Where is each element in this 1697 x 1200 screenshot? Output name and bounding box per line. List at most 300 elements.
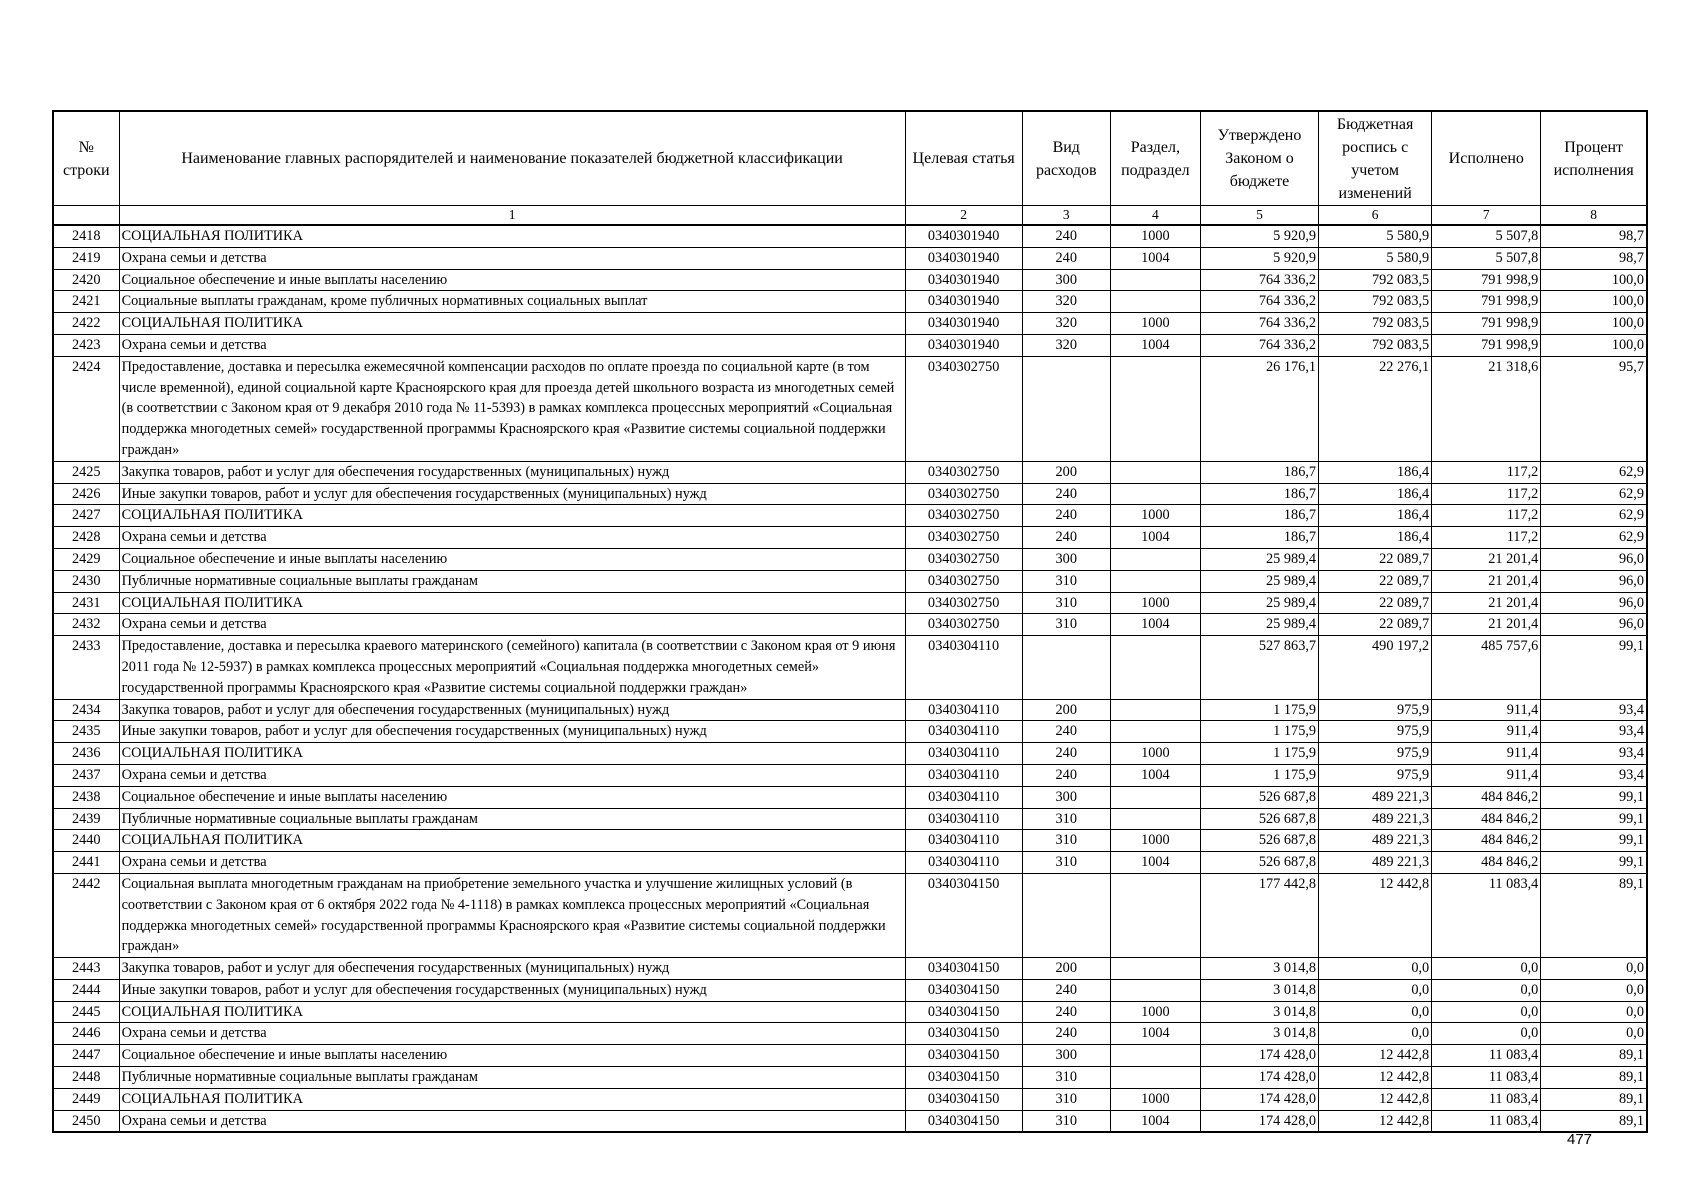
row-number: 2445 [53,1001,119,1023]
budget-amount: 12 442,8 [1319,1088,1432,1110]
approved-amount: 526 687,8 [1200,830,1318,852]
budget-amount: 186,4 [1319,505,1432,527]
table-row [53,461,1647,483]
target-article: 0340302750 [905,548,1022,570]
executed-amount: 11 083,4 [1432,1088,1541,1110]
row-name: Публичные нормативные социальные выплаты гражданам [119,808,905,830]
executed-amount: 484 846,2 [1432,852,1541,874]
expense-kind: 240 [1022,979,1110,1001]
table-row [53,873,1647,957]
section-code [1110,699,1200,721]
section-code: 1000 [1110,313,1200,335]
target-article: 0340301940 [905,334,1022,356]
section-code [1110,979,1200,1001]
approved-amount: 3 014,8 [1200,1001,1318,1023]
expense-kind [1022,636,1110,699]
execution-percent: 89,1 [1541,1110,1647,1132]
row-number: 2448 [53,1067,119,1089]
budget-amount: 792 083,5 [1319,269,1432,291]
approved-amount: 3 014,8 [1200,958,1318,980]
execution-percent: 100,0 [1541,269,1647,291]
expense-kind: 310 [1022,1067,1110,1089]
section-code [1110,269,1200,291]
expense-kind: 240 [1022,247,1110,269]
row-number: 2439 [53,808,119,830]
budget-amount: 0,0 [1319,1001,1432,1023]
target-article: 0340302750 [905,356,1022,461]
approved-amount: 764 336,2 [1200,334,1318,356]
table-row [53,721,1647,743]
budget-amount: 5 580,9 [1319,225,1432,247]
expense-kind: 300 [1022,269,1110,291]
execution-percent: 99,1 [1541,830,1647,852]
row-name: Охрана семьи и детства [119,852,905,874]
expense-kind: 200 [1022,958,1110,980]
budget-amount: 22 089,7 [1319,614,1432,636]
approved-amount: 25 989,4 [1200,614,1318,636]
row-number: 2430 [53,570,119,592]
row-name: СОЦИАЛЬНАЯ ПОЛИТИКА [119,830,905,852]
approved-amount: 186,7 [1200,483,1318,505]
table-row [53,852,1647,874]
row-number: 2434 [53,699,119,721]
row-number: 2421 [53,291,119,313]
table-row [53,527,1647,549]
target-article: 0340304150 [905,1067,1022,1089]
executed-amount: 117,2 [1432,527,1541,549]
row-number: 2438 [53,786,119,808]
approved-amount: 25 989,4 [1200,570,1318,592]
table-row [53,570,1647,592]
executed-amount: 5 507,8 [1432,225,1541,247]
budget-amount: 12 442,8 [1319,873,1432,957]
row-name: Охрана семьи и детства [119,1023,905,1045]
row-name: Предоставление, доставка и пересылка краевого материнского (семейного) капитала (в соответствии с Законом края от 9 июня 2011 года № 12-5937) в рамках комплекса процессных мероприятий «Социальная поддержка многодетных семей» государственной программы Красноярского края «Развитие системы социальной поддержки граждан» [119,636,905,699]
expense-kind: 240 [1022,1023,1110,1045]
executed-amount: 5 507,8 [1432,247,1541,269]
budget-amount: 22 089,7 [1319,570,1432,592]
row-number: 2424 [53,356,119,461]
expense-kind: 310 [1022,1088,1110,1110]
table-row [53,1023,1647,1045]
target-article: 0340301940 [905,225,1022,247]
executed-amount: 791 998,9 [1432,291,1541,313]
executed-amount: 21 201,4 [1432,548,1541,570]
row-name: СОЦИАЛЬНАЯ ПОЛИТИКА [119,505,905,527]
budget-amount: 489 221,3 [1319,808,1432,830]
execution-percent: 62,9 [1541,527,1647,549]
row-number: 2422 [53,313,119,335]
table-row [53,1045,1647,1067]
table-row [53,505,1647,527]
budget-amount: 12 442,8 [1319,1110,1432,1132]
expense-kind: 240 [1022,721,1110,743]
executed-amount: 0,0 [1432,1001,1541,1023]
row-name: СОЦИАЛЬНАЯ ПОЛИТИКА [119,1088,905,1110]
target-article: 0340304110 [905,721,1022,743]
column-number: 4 [1110,206,1200,226]
row-name: Охрана семьи и детства [119,764,905,786]
expense-kind: 300 [1022,548,1110,570]
row-name: Охрана семьи и детства [119,1110,905,1132]
row-number: 2443 [53,958,119,980]
table-row [53,592,1647,614]
row-name: Социальная выплата многодетным гражданам на приобретение земельного участка и улучшение жилищных условий (в соответствии с Законом края от 6 октября 2022 года № 4-1118) в рамках комплекса процессных мероприятий «Социальная поддержка многодетных семей» государственной программы Красноярского края «Развитие системы социальной поддержки граждан» [119,873,905,957]
execution-percent: 100,0 [1541,313,1647,335]
row-name: Иные закупки товаров, работ и услуг для обеспечения государственных (муниципальных) нужд [119,483,905,505]
execution-percent: 100,0 [1541,291,1647,313]
budget-amount: 22 089,7 [1319,592,1432,614]
execution-percent: 62,9 [1541,461,1647,483]
budget-amount: 975,9 [1319,764,1432,786]
approved-amount: 5 920,9 [1200,225,1318,247]
expense-kind: 320 [1022,334,1110,356]
row-number: 2425 [53,461,119,483]
row-name: Иные закупки товаров, работ и услуг для обеспечения государственных (муниципальных) нужд [119,979,905,1001]
approved-amount: 1 175,9 [1200,743,1318,765]
budget-amount: 186,4 [1319,461,1432,483]
table-row [53,269,1647,291]
section-code: 1004 [1110,247,1200,269]
row-number: 2426 [53,483,119,505]
approved-amount: 5 920,9 [1200,247,1318,269]
row-number: 2441 [53,852,119,874]
section-code [1110,291,1200,313]
row-name: Социальное обеспечение и иные выплаты населению [119,269,905,291]
target-article: 0340304110 [905,743,1022,765]
section-code [1110,958,1200,980]
table-body [53,225,1647,1132]
execution-percent: 62,9 [1541,505,1647,527]
row-name: Закупка товаров, работ и услуг для обеспечения государственных (муниципальных) нужд [119,958,905,980]
executed-amount: 11 083,4 [1432,873,1541,957]
row-number: 2431 [53,592,119,614]
execution-percent: 0,0 [1541,958,1647,980]
executed-amount: 117,2 [1432,483,1541,505]
target-article: 0340304150 [905,979,1022,1001]
row-name: СОЦИАЛЬНАЯ ПОЛИТИКА [119,743,905,765]
execution-percent: 89,1 [1541,1088,1647,1110]
section-code: 1004 [1110,1023,1200,1045]
row-name: Социальные выплаты гражданам, кроме публичных нормативных социальных выплат [119,291,905,313]
budget-amount: 490 197,2 [1319,636,1432,699]
approved-amount: 186,7 [1200,527,1318,549]
execution-percent: 0,0 [1541,979,1647,1001]
execution-percent: 96,0 [1541,548,1647,570]
approved-amount: 764 336,2 [1200,313,1318,335]
row-name: Социальное обеспечение и иные выплаты населению [119,1045,905,1067]
expense-kind [1022,873,1110,957]
executed-amount: 21 201,4 [1432,614,1541,636]
budget-amount: 5 580,9 [1319,247,1432,269]
column-number: 1 [119,206,905,226]
row-name: Закупка товаров, работ и услуг для обеспечения государственных (муниципальных) нужд [119,461,905,483]
target-article: 0340304150 [905,958,1022,980]
executed-amount: 0,0 [1432,979,1541,1001]
executed-amount: 0,0 [1432,1023,1541,1045]
row-name: СОЦИАЛЬНАЯ ПОЛИТИКА [119,592,905,614]
column-number: 2 [905,206,1022,226]
approved-amount: 186,7 [1200,461,1318,483]
executed-amount: 911,4 [1432,699,1541,721]
budget-amount: 975,9 [1319,699,1432,721]
approved-amount: 764 336,2 [1200,269,1318,291]
executed-amount: 484 846,2 [1432,830,1541,852]
approved-amount: 177 442,8 [1200,873,1318,957]
expense-kind: 240 [1022,764,1110,786]
row-number: 2435 [53,721,119,743]
header-name: Наименование главных распорядителей и наименование показателей бюджетной классификации [119,111,905,206]
column-number: 5 [1200,206,1318,226]
row-name: Охрана семьи и детства [119,527,905,549]
budget-amount: 489 221,3 [1319,830,1432,852]
executed-amount: 911,4 [1432,764,1541,786]
target-article: 0340302750 [905,505,1022,527]
table-row [53,743,1647,765]
executed-amount: 21 201,4 [1432,570,1541,592]
execution-percent: 99,1 [1541,852,1647,874]
row-name: СОЦИАЛЬНАЯ ПОЛИТИКА [119,313,905,335]
execution-percent: 96,0 [1541,592,1647,614]
table-row [53,636,1647,699]
section-code: 1000 [1110,505,1200,527]
row-name: Социальное обеспечение и иные выплаты населению [119,786,905,808]
expense-kind: 310 [1022,852,1110,874]
approved-amount: 1 175,9 [1200,721,1318,743]
section-code: 1004 [1110,764,1200,786]
target-article: 0340301940 [905,247,1022,269]
execution-percent: 93,4 [1541,764,1647,786]
row-number: 2447 [53,1045,119,1067]
row-number: 2450 [53,1110,119,1132]
executed-amount: 21 201,4 [1432,592,1541,614]
expense-kind: 310 [1022,808,1110,830]
table-row [53,830,1647,852]
header-executed: Исполнено [1432,111,1541,206]
target-article: 0340302750 [905,614,1022,636]
row-name: Социальное обеспечение и иные выплаты населению [119,548,905,570]
budget-amount: 22 089,7 [1319,548,1432,570]
table-row [53,1088,1647,1110]
approved-amount: 174 428,0 [1200,1110,1318,1132]
section-code [1110,1045,1200,1067]
section-code: 1000 [1110,830,1200,852]
target-article: 0340304150 [905,873,1022,957]
target-article: 0340302750 [905,527,1022,549]
target-article: 0340302750 [905,483,1022,505]
budget-amount: 12 442,8 [1319,1045,1432,1067]
target-article: 0340304150 [905,1023,1022,1045]
budget-execution-table [52,110,1648,1133]
row-name: СОЦИАЛЬНАЯ ПОЛИТИКА [119,225,905,247]
executed-amount: 791 998,9 [1432,269,1541,291]
approved-amount: 174 428,0 [1200,1045,1318,1067]
executed-amount: 11 083,4 [1432,1045,1541,1067]
budget-amount: 489 221,3 [1319,852,1432,874]
expense-kind: 240 [1022,743,1110,765]
target-article: 0340302750 [905,461,1022,483]
approved-amount: 1 175,9 [1200,764,1318,786]
table-row [53,786,1647,808]
section-code [1110,483,1200,505]
row-number: 2436 [53,743,119,765]
row-name: Публичные нормативные социальные выплаты гражданам [119,1067,905,1089]
table-row [53,548,1647,570]
execution-percent: 0,0 [1541,1023,1647,1045]
approved-amount: 174 428,0 [1200,1067,1318,1089]
column-number: 6 [1319,206,1432,226]
table-row [53,979,1647,1001]
page-number: 477 [1567,1131,1593,1148]
execution-percent: 96,0 [1541,570,1647,592]
row-number: 2429 [53,548,119,570]
target-article: 0340304110 [905,764,1022,786]
execution-percent: 96,0 [1541,614,1647,636]
expense-kind: 200 [1022,699,1110,721]
execution-percent: 93,4 [1541,743,1647,765]
executed-amount: 21 318,6 [1432,356,1541,461]
execution-percent: 89,1 [1541,1067,1647,1089]
row-name: СОЦИАЛЬНАЯ ПОЛИТИКА [119,1001,905,1023]
table-row [53,699,1647,721]
row-number: 2449 [53,1088,119,1110]
approved-amount: 526 687,8 [1200,786,1318,808]
expense-kind: 240 [1022,1001,1110,1023]
approved-amount: 527 863,7 [1200,636,1318,699]
executed-amount: 485 757,6 [1432,636,1541,699]
budget-amount: 186,4 [1319,527,1432,549]
row-number: 2437 [53,764,119,786]
column-number: 3 [1022,206,1110,226]
budget-amount: 975,9 [1319,721,1432,743]
executed-amount: 791 998,9 [1432,313,1541,335]
budget-amount: 12 442,8 [1319,1067,1432,1089]
row-number: 2420 [53,269,119,291]
row-name: Охрана семьи и детства [119,334,905,356]
approved-amount: 764 336,2 [1200,291,1318,313]
header-budget-schedule: Бюджетная роспись с учетом изменений [1319,111,1432,206]
executed-amount: 11 083,4 [1432,1110,1541,1132]
executed-amount: 484 846,2 [1432,808,1541,830]
row-name: Закупка товаров, работ и услуг для обеспечения государственных (муниципальных) нужд [119,699,905,721]
table-row [53,1001,1647,1023]
executed-amount: 11 083,4 [1432,1067,1541,1089]
approved-amount: 25 989,4 [1200,592,1318,614]
header-section: Раздел, подраздел [1110,111,1200,206]
expense-kind: 200 [1022,461,1110,483]
section-code [1110,356,1200,461]
execution-percent: 62,9 [1541,483,1647,505]
target-article: 0340304110 [905,699,1022,721]
budget-amount: 975,9 [1319,743,1432,765]
budget-amount: 792 083,5 [1319,291,1432,313]
approved-amount: 526 687,8 [1200,852,1318,874]
execution-percent: 89,1 [1541,873,1647,957]
column-number: 7 [1432,206,1541,226]
approved-amount: 186,7 [1200,505,1318,527]
execution-percent: 100,0 [1541,334,1647,356]
expense-kind: 300 [1022,786,1110,808]
approved-amount: 3 014,8 [1200,1023,1318,1045]
header-approved: Утверждено Законом о бюджете [1200,111,1318,206]
row-number: 2423 [53,334,119,356]
table-row [53,334,1647,356]
section-code [1110,786,1200,808]
section-code: 1004 [1110,334,1200,356]
table-row [53,247,1647,269]
executed-amount: 117,2 [1432,505,1541,527]
section-code [1110,808,1200,830]
section-code [1110,636,1200,699]
budget-amount: 792 083,5 [1319,334,1432,356]
budget-amount: 0,0 [1319,958,1432,980]
table-row [53,356,1647,461]
executed-amount: 484 846,2 [1432,786,1541,808]
execution-percent: 93,4 [1541,699,1647,721]
approved-amount: 26 176,1 [1200,356,1318,461]
expense-kind: 240 [1022,225,1110,247]
column-number: 8 [1541,206,1647,226]
target-article: 0340304150 [905,1001,1022,1023]
target-article: 0340304150 [905,1088,1022,1110]
header-percent: Процент исполнения [1541,111,1647,206]
header-expense-kind: Вид расходов [1022,111,1110,206]
expense-kind: 310 [1022,614,1110,636]
section-code: 1004 [1110,852,1200,874]
header-row-number: № строки [53,111,119,206]
table-row [53,313,1647,335]
section-code: 1004 [1110,1110,1200,1132]
section-code: 1000 [1110,1001,1200,1023]
row-number: 2433 [53,636,119,699]
target-article: 0340304150 [905,1110,1022,1132]
section-code [1110,570,1200,592]
table-row [53,958,1647,980]
target-article: 0340302750 [905,570,1022,592]
budget-amount: 792 083,5 [1319,313,1432,335]
execution-percent: 93,4 [1541,721,1647,743]
executed-amount: 791 998,9 [1432,334,1541,356]
expense-kind: 240 [1022,527,1110,549]
section-code: 1004 [1110,527,1200,549]
target-article: 0340304110 [905,636,1022,699]
executed-amount: 0,0 [1432,958,1541,980]
table-row [53,1110,1647,1132]
expense-kind: 310 [1022,592,1110,614]
target-article: 0340301940 [905,291,1022,313]
row-number: 2428 [53,527,119,549]
executed-amount: 911,4 [1432,743,1541,765]
approved-amount: 1 175,9 [1200,699,1318,721]
section-code: 1004 [1110,614,1200,636]
target-article: 0340304110 [905,852,1022,874]
section-code: 1000 [1110,1088,1200,1110]
expense-kind: 310 [1022,570,1110,592]
expense-kind: 320 [1022,291,1110,313]
table-row [53,225,1647,247]
row-name: Предоставление, доставка и пересылка ежемесячной компенсации расходов по оплате проезда по социальной карте (в том числе временной), единой социальной карте Красноярского края для проезда детей школьного возраста из многодетных семей (в соответствии с Законом края от 9 декабря 2010 года № 11-5393) в рамках комплекса процессных мероприятий «Социальная поддержка многодетных семей» государственной программы Красноярского края «Развитие системы социальной поддержки граждан» [119,356,905,461]
target-article: 0340304110 [905,808,1022,830]
section-code: 1000 [1110,743,1200,765]
section-code [1110,873,1200,957]
table-row [53,808,1647,830]
row-number: 2440 [53,830,119,852]
target-article: 0340302750 [905,592,1022,614]
budget-amount: 489 221,3 [1319,786,1432,808]
table-row [53,291,1647,313]
target-article: 0340304110 [905,830,1022,852]
execution-percent: 98,7 [1541,247,1647,269]
